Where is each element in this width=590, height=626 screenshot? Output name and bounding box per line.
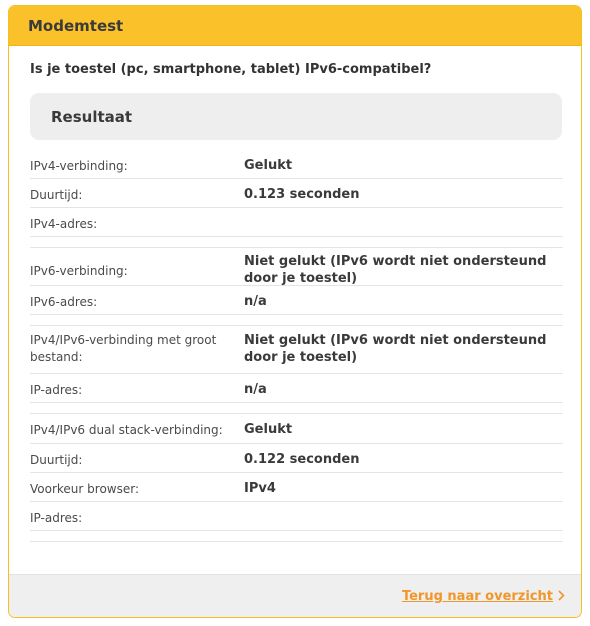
panel-footer xyxy=(9,574,581,617)
row-label: IPv4-adres: xyxy=(30,217,98,231)
row-value: IPv4 xyxy=(244,481,276,496)
back-to-overview-link[interactable] xyxy=(402,589,565,604)
row-value: 0.123 seconden xyxy=(244,187,360,202)
row-label: Voorkeur browser: xyxy=(30,482,139,496)
row-label: Duurtijd: xyxy=(30,453,83,467)
panel-title: Modemtest xyxy=(28,16,124,35)
table-row-ipv4-duration xyxy=(30,179,563,208)
row-value: 0.122 seconden xyxy=(244,452,360,467)
table-row-dual-stack-connection xyxy=(30,414,563,444)
table-row-preferred-browser xyxy=(30,473,563,502)
result-heading-box xyxy=(30,93,562,140)
row-value: Gelukt xyxy=(244,422,293,437)
table-row-ipv4-address xyxy=(30,208,563,237)
row-label: IPv4-verbinding: xyxy=(30,159,128,173)
table-row-large-file-connection xyxy=(30,326,563,374)
group-divider xyxy=(30,403,563,414)
row-label: IP-adres: xyxy=(30,383,83,397)
group-divider xyxy=(30,237,563,248)
row-value xyxy=(244,208,563,236)
row-label: IPv4/IPv6 dual stack-verbinding: xyxy=(30,423,223,437)
row-value: Gelukt xyxy=(244,158,293,173)
chevron-right-icon xyxy=(558,590,565,604)
table-row-ipv6-connection xyxy=(30,248,563,286)
table-row-ipv6-address xyxy=(30,286,563,315)
row-label: IPv6-adres: xyxy=(30,295,98,309)
table-row-dual-stack-ip xyxy=(30,502,563,531)
result-heading: Resultaat xyxy=(51,107,133,126)
row-value: Niet gelukt (IPv6 wordt niet ondersteund door je toestel) xyxy=(244,333,547,365)
row-label: Duurtijd: xyxy=(30,188,83,202)
row-value: n/a xyxy=(244,382,267,397)
table-row-ipv4-connection xyxy=(30,150,563,179)
group-divider xyxy=(30,531,563,542)
panel-header xyxy=(9,6,581,46)
table-row-dual-stack-duration xyxy=(30,444,563,473)
row-label: IPv4/IPv6-verbinding met groot bestand: xyxy=(30,333,217,364)
row-value: n/a xyxy=(244,294,267,309)
row-label: IP-adres: xyxy=(30,511,83,525)
group-divider xyxy=(30,315,563,326)
row-label: IPv6-verbinding: xyxy=(30,264,128,278)
back-link-label: Terug naar overzicht xyxy=(401,589,553,604)
row-value: Niet gelukt (IPv6 wordt niet ondersteund door je toestel) xyxy=(244,254,547,286)
results-table xyxy=(30,150,563,542)
table-row-large-file-ip xyxy=(30,374,563,403)
modemtest-panel xyxy=(8,5,582,618)
row-value xyxy=(244,502,563,530)
question-text: Is je toestel (pc, smartphone, tablet) IPv6-compatibel? xyxy=(30,62,432,77)
